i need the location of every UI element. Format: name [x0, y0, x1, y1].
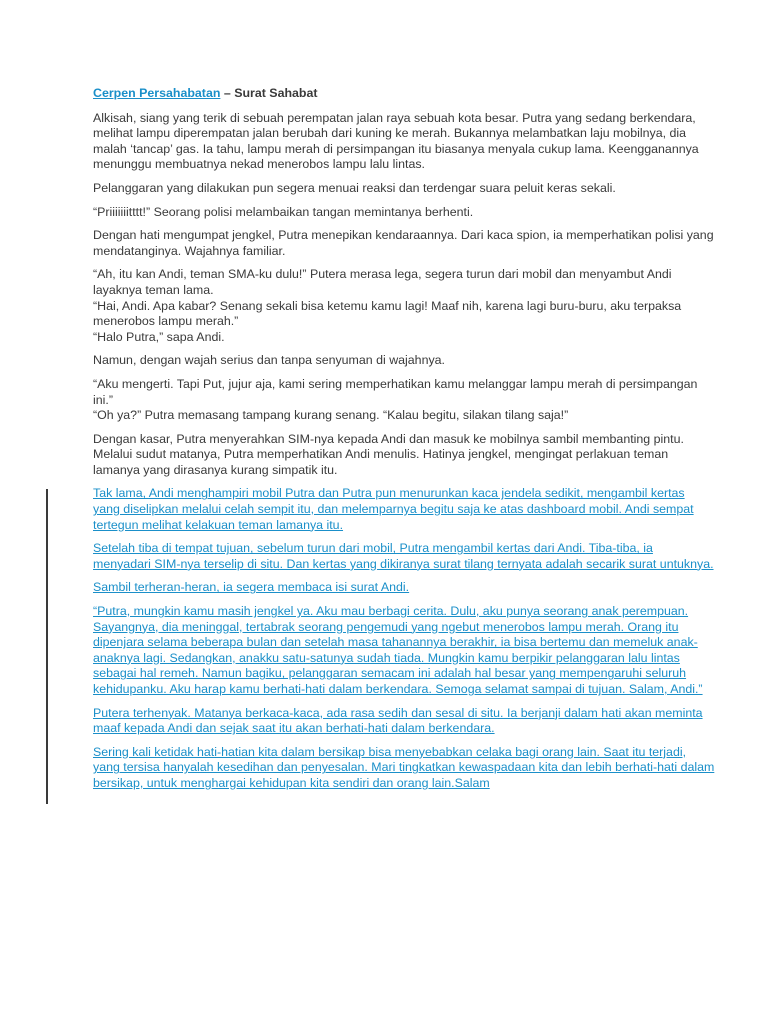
- story-line: “Hai, Andi. Apa kabar? Senang sekali bisa ketemu kamu lagi! Maaf nih, karena lagi buru-buru, aku terpaksa: [93, 298, 682, 313]
- story-line: malah ‘tancap’ gas. Ia tahu, lampu merah di persimpangan itu biasanya menyala cukup lama. Keengganannya: [93, 141, 699, 156]
- story-line: ini.”: [93, 392, 113, 407]
- linked-story-line[interactable]: sebagai hal remeh. Namun bagiku, pelanggaran semacam ini adalah hal besar yang mempengaruhi seluruh: [93, 666, 687, 681]
- linked-story-line[interactable]: Setelah tiba di tempat tujuan, sebelum turun dari mobil, Putra mengambil kertas dari Andi. Tiba-tiba, ia: [93, 541, 653, 556]
- story-line: Dengan hati mengumpat jengkel, Putra menepikan kendaraannya. Dari kaca spion, ia memperhatikan polisi yang: [93, 228, 714, 243]
- linked-story-line[interactable]: Putera terhenyak. Matanya berkaca-kaca, ada rasa sedih dan sesal di situ. Ia berjanji dalam hati akan meminta: [93, 705, 703, 720]
- story-line: “Halo Putra,” sapa Andi.: [93, 329, 225, 344]
- linked-story-line[interactable]: “Putra, mungkin kamu masih jengkel ya. Aku mau berbagi cerita. Dulu, aku punya seorang anak perempuan.: [93, 604, 689, 619]
- story-line: menerobos lampu merah.”: [93, 314, 239, 329]
- linked-story-line[interactable]: maaf kepada Andi dan sejak saat itu akan berhati-hati dalam berkendara.: [93, 721, 495, 736]
- story-line: Namun, dengan wajah serius dan tanpa senyuman di wajahnya.: [93, 353, 445, 368]
- story-paragraph: [93, 181, 683, 197]
- linked-story-line[interactable]: dipenjara selama beberapa bulan dan setelah masa tahanannya berakhir, ia bisa bertemu dan memeluk anak-: [93, 635, 698, 650]
- story-line: Melalui sudut matanya, Putra memperhatikan Andi menulis. Hatinya jengkel, mengingat perlakuan teman: [93, 447, 669, 462]
- linked-story-line[interactable]: anaknya lagi. Sedangkan, anakku satu-satunya sudah tiada. Mungkin kamu berpikir pelanggaran lalu lintas: [93, 650, 680, 665]
- story-line: “Priiiiiiitttt!” Seorang polisi melambaikan tangan memintanya berhenti.: [93, 204, 474, 219]
- title-dash: –: [220, 86, 235, 100]
- story-paragraph: [93, 267, 683, 345]
- story-line: menunggu membuatnya nekad menerobos lampu lalu lintas.: [93, 157, 425, 172]
- linked-story-paragraph[interactable]: [93, 541, 714, 572]
- story-line: layaknya teman lama.: [93, 282, 214, 297]
- linked-story-line[interactable]: Sering kali ketidak hati-hatian kita dalam bersikap bisa menyebabkan celaka bagi orang lain. Saat itu terjadi,: [93, 744, 687, 759]
- document-page: [93, 86, 715, 800]
- linked-story-paragraph[interactable]: [93, 604, 703, 698]
- story-paragraph: [93, 376, 698, 424]
- story-line: melihat lampu diperempatan jalan berubah dari kuning ke merah. Bukannya melambatkan laju mobilnya, dia: [93, 126, 687, 141]
- linked-story-line[interactable]: yang tersisa hanyalah kesedihan dan penyesalan. Mari tingkatkan kewaspadaan kita dan lebih berhati-hati dalam: [93, 760, 715, 775]
- story-paragraph: [93, 228, 714, 259]
- story-paragraph: [93, 353, 683, 369]
- linked-story-paragraph[interactable]: [93, 486, 694, 533]
- story-paragraph: [93, 432, 683, 479]
- story-line: Dengan kasar, Putra menyerahkan SIM-nya kepada Andi dan masuk ke mobilnya sambil membanting pintu.: [93, 431, 684, 446]
- linked-story-line[interactable]: kehidupanku. Aku harap kamu berhati-hati dalam berkendara. Semoga selamat sampai di tujuan. Salam, Andi.”: [93, 682, 703, 696]
- story-line: “Oh ya?” Putra memasang tampang kurang senang. “Kalau begitu, silakan tilang saja!”: [93, 408, 569, 423]
- linked-story-section: [93, 486, 715, 791]
- story-line: Pelanggaran yang dilakukan pun segera menuai reaksi dan terdengar suara peluit keras sekali.: [93, 180, 616, 195]
- linked-story-line[interactable]: tertegun melihat kelakuan teman lamanya itu.: [93, 517, 344, 532]
- cerpen-persahabatan-link[interactable]: Cerpen Persahabatan: [93, 86, 221, 100]
- linked-story-paragraph[interactable]: [93, 705, 703, 737]
- story-paragraph: [93, 205, 683, 221]
- story-line: lamanya yang dirasanya kurang simpatik itu.: [93, 462, 338, 477]
- story-line: “Ah, itu kan Andi, teman SMA-ku dulu!” Putera merasa lega, segera turun dari mobil dan menyambut Andi: [93, 267, 672, 282]
- story-line: Alkisah, siang yang terik di sebuah perempatan jalan raya sebuah kota besar. Putra yang sedang berkendara,: [93, 110, 696, 125]
- linked-story-line[interactable]: bersikap, untuk menghargai kehidupan kita sendiri dan orang lain.Salam: [93, 775, 490, 790]
- story-paragraph: [93, 110, 699, 173]
- story-body: [93, 110, 714, 479]
- linked-story-line[interactable]: Sayangnya, dia meninggal, tertabrak seorang pengemudi yang ngebut menerobos lampu merah. Orang itu: [93, 619, 679, 634]
- linked-story-line[interactable]: Tak lama, Andi menghampiri mobil Putra dan Putra pun menurunkan kaca jendela sedikit, mengambil kertas: [93, 486, 685, 501]
- story-title: Surat Sahabat: [234, 86, 318, 100]
- linked-story-paragraph[interactable]: [93, 580, 683, 596]
- linked-story-paragraph[interactable]: [93, 744, 715, 792]
- title-line: [93, 86, 683, 102]
- story-line: “Aku mengerti. Tapi Put, jujur aja, kami sering memperhatikan kamu melanggar lampu merah di persimpangan: [93, 376, 698, 391]
- change-bar: [46, 489, 48, 804]
- story-line: mendatanginya. Wajahnya familiar.: [93, 243, 286, 258]
- linked-story-line[interactable]: menyadari SIM-nya terselip di situ. Dan kertas yang dikiranya surat tilang ternyata adalah secarik surat untuknya.: [93, 556, 714, 571]
- linked-story-line[interactable]: yang diselipkan melalui celah sempit itu, dan melemparnya begitu saja ke atas dashboard mobil. Andi sempat: [93, 502, 694, 517]
- linked-story-line[interactable]: Sambil terheran-heran, ia segera membaca isi surat Andi.: [93, 580, 410, 595]
